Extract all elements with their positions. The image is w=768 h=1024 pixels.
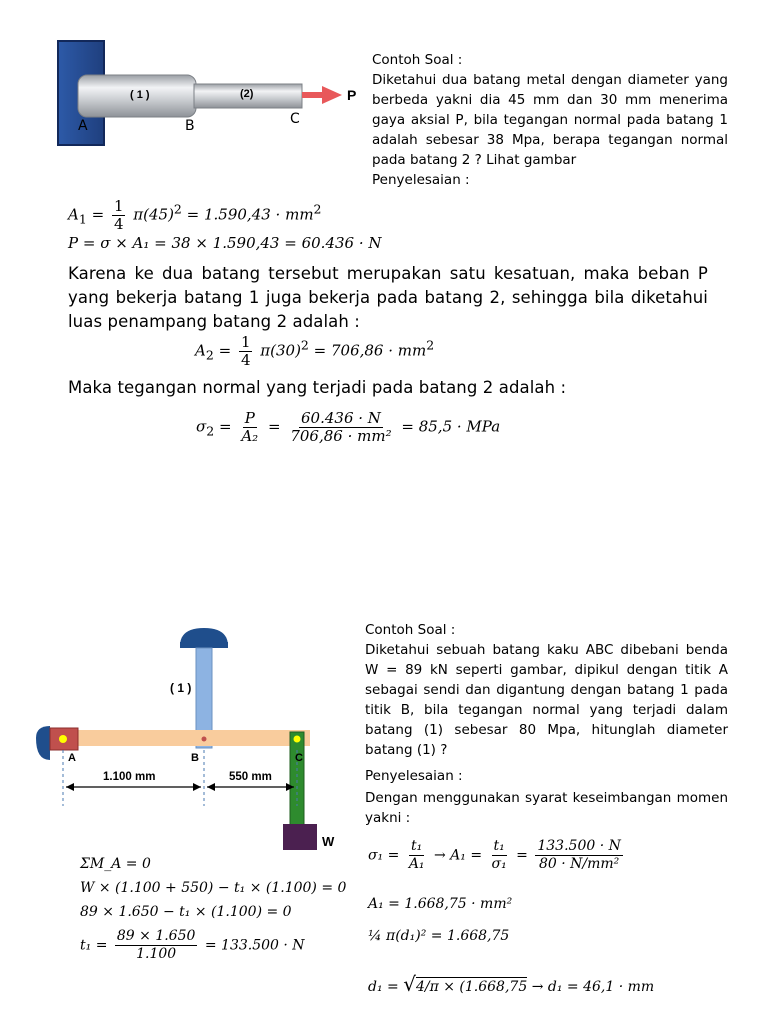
load-p-label: P [347, 87, 357, 103]
bar-1-label: ( 1 ) [130, 89, 150, 101]
dimension-ab: 1.100 mm [103, 771, 156, 783]
eq-tension: t₁ = $\frac{89 \times 1.650}{1.100}$ = 133.500 · N [80, 928, 305, 962]
dimension-bc: 550 mm [229, 771, 272, 783]
weight-block [283, 824, 317, 850]
problem-1-title: Contoh Soal : [372, 52, 463, 68]
point-b-label-2: B [191, 752, 199, 764]
problem-2-equilibrium: Dengan menggunakan syarat keseimbangan momen yakni : [365, 790, 728, 826]
equation-stress-2: $\sigma_2$ = $\frac{P}{\text{A₂}}$ = $\frac{60.436 \cdot N}{\text{706,86 · mm²}}$ = 85,5 · MPa [196, 409, 501, 445]
eq-diameter-area: ¼ π(d₁)² = 1.668,75 [368, 928, 510, 944]
eq-moment-1: W × (1.100 + 550) − t₁ × (1.100) = 0 [80, 880, 347, 896]
eq-diameter-result: d₁ = √4/π × (1.668,75 → d₁ = 46,1 · mm [368, 972, 655, 996]
eq-stress-area: σ₁ = $\frac{\text{t₁}}{\text{A₁}}$ → A₁ = $\frac{\text{t₁}}{\text{σ₁}}$ = $\frac{133.500 \cdot N}{\text{80 · N/mm²}}$ [368, 838, 621, 872]
eq-moment-2: 89 × 1.650 − t₁ × (1.100) = 0 [80, 904, 292, 920]
problem-2-title: Contoh Soal : [365, 622, 456, 638]
point-b-label: B [185, 118, 195, 134]
eq-moment-sum: ΣM_A = 0 [80, 856, 151, 872]
point-c-label: C [290, 111, 300, 127]
eq-area-result: A₁ = 1.668,75 · mm² [368, 896, 513, 912]
problem-2-solution-label: Penyelesaian : [365, 768, 463, 784]
equation-force: P = σ × A₁ = 38 × 1.590,43 = 60.436 · N [68, 234, 382, 252]
figure-rigid-beam [28, 622, 358, 852]
rigid-beam [74, 730, 310, 746]
paragraph-stress-intro: Maka tegangan normal yang terjadi pada batang 2 adalah : [68, 378, 567, 397]
point-a-label-2: A [68, 752, 76, 764]
weight-w-label: W [322, 834, 335, 849]
paragraph-continuity: Karena ke dua batang tersebut merupakan satu kesatuan, maka beban P yang bekerja batang 1 juga bekerja pada batang 2, sehingga bila diketahui luas penampang batang 2 adalah : [68, 264, 708, 331]
point-a-label: A [78, 118, 88, 134]
point-c-label-2: C [295, 752, 303, 764]
figure-stepped-bar [50, 35, 360, 150]
problem-2-body: Diketahui sebuah batang kaku ABC dibebani benda W = 89 kN seperti gambar, dipikul dengan titik A sebagai sendi dan digantung dengan batang 1 pada titik B, bila tegangan normal yang terjadi dalam batang (1) sebesar 80 Mpa, hitunglah diameter batang (1) ? [365, 642, 728, 758]
equation-area-2: $A_2$ = $\frac{1}{4}$ $\pi(30)^2 = 706,86 \cdot mm^2$ [195, 333, 435, 369]
equation-area-1: $A_1$ = $\frac{1}{4}$ $\pi(45)^2 = 1.590,43 \cdot mm^2$ [68, 197, 322, 233]
bar-2-label: (2) [240, 88, 254, 100]
problem-1-solution-label: Penyelesaian : [372, 172, 470, 188]
load-arrow [302, 92, 324, 98]
problem-1 [372, 50, 728, 190]
rod-1-label: ( 1 ) [170, 681, 192, 695]
problem-2 [365, 620, 728, 828]
problem-1-body: Diketahui dua batang metal dengan diameter yang berbeda yakni dia 45 mm dan 30 mm menerima gaya aksial P, bila tegangan normal pada batang 1 adalah sebesar 38 Mpa, berapa tegangan normal pada batang 2 ? Lihat gambar [372, 72, 728, 168]
